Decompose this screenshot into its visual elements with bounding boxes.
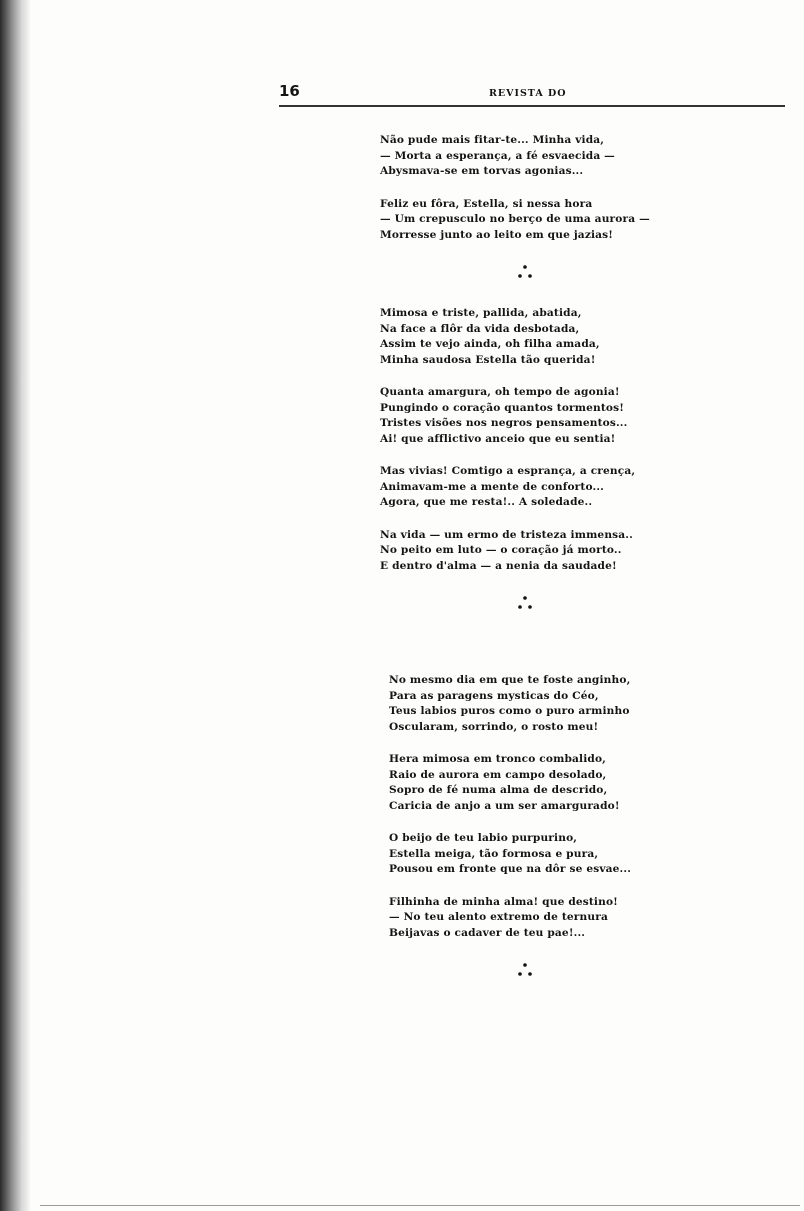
poem-part-1 [380, 133, 700, 637]
book-spine-shadow [0, 0, 30, 1211]
verse-line: Filhinha de minha alma! que destino! [389, 895, 618, 908]
running-header: REVISTA DO [489, 88, 567, 99]
verse-line: Caricia de anjo a um ser amargurado! [389, 799, 620, 812]
verse-line: Pousou em fronte que na dôr se esvae... [389, 863, 632, 875]
stanza [380, 197, 700, 244]
three-dot-ornament-icon [515, 595, 535, 611]
verse-line: Abysmava-se em torvas agonias... [380, 165, 584, 177]
poem-part-2 [389, 673, 709, 1004]
verse-line: Tristes visões nos negros pensamentos... [380, 417, 628, 429]
verse-line: E dentro d'alma — a nenia da saudade! [380, 559, 617, 572]
verse-line: Estella meiga, tão formosa e pura, [389, 847, 599, 860]
verse-line: Para as paragens mysticas do Céo, [389, 689, 599, 702]
verse-line: Mimosa e triste, pallida, abatida, [380, 307, 582, 319]
verse-line: — Morta a esperança, a fé esvaecida — [380, 149, 615, 162]
three-dot-ornament-icon [515, 264, 535, 280]
verse-line: Morresse junto ao leito em que jazias! [380, 228, 614, 241]
verse-line: Mas vivias! Comtigo a esprança, a crença, [380, 465, 636, 477]
stanza [380, 133, 700, 180]
page-number: 16 [279, 82, 300, 100]
ornament-separator [380, 591, 700, 625]
stanza [380, 528, 700, 575]
verse-line: O beijo de teu labio purpurino, [389, 832, 578, 844]
verse-line: Não pude mais fitar-te... Minha vida, [380, 134, 605, 146]
verse-line: Beijavas o cadaver de teu pae!... [389, 926, 586, 939]
stanza [389, 673, 709, 735]
ornament-separator [380, 260, 700, 294]
stanza [380, 385, 700, 447]
three-dot-ornament-icon [515, 962, 535, 978]
verse-line: No mesmo dia em que te foste anginho, [389, 674, 631, 686]
verse-line: Pungindo o coração quantos tormentos! [380, 401, 625, 414]
verse-line: Feliz eu fôra, Estella, si nessa hora [380, 197, 593, 210]
stanza [389, 752, 709, 814]
stanza [389, 895, 709, 942]
verse-line: Oscularam, sorrindo, o rosto meu! [389, 720, 599, 733]
verse-line: Ai! que afflictivo anceio que eu sentia! [380, 432, 616, 445]
verse-line: Sopro de fé numa alma de descrido, [389, 784, 608, 796]
verse-line: Teus labios puros como o puro arminho [389, 705, 630, 717]
verse-line: Na vida — um ermo de tristeza immensa.. [380, 528, 633, 541]
verse-line: Minha saudosa Estella tão querida! [380, 353, 596, 366]
stanza [380, 464, 700, 511]
header-rule [279, 105, 785, 107]
page-bottom-edge [40, 1205, 800, 1206]
verse-line: No peito em luto — o coração já morto.. [380, 544, 622, 556]
verse-line: Assim te vejo ainda, oh filha amada, [380, 338, 600, 350]
verse-line: Na face a flôr da vida desbotada, [380, 322, 580, 335]
verse-line: Quanta amargura, oh tempo de agonia! [380, 386, 620, 398]
verse-line: Hera mimosa em tronco combalido, [389, 753, 607, 765]
verse-line: — No teu alento extremo de ternura [389, 911, 608, 923]
stanza [380, 306, 700, 368]
stanza [389, 831, 709, 878]
verse-line: Raio de aurora em campo desolado, [389, 768, 607, 781]
verse-line: Agora, que me resta!.. A soledade.. [380, 496, 593, 508]
ornament-separator [389, 958, 709, 992]
verse-line: — Um crepusculo no berço de uma aurora — [380, 213, 650, 225]
verse-line: Animavam-me a mente de conforto... [380, 480, 605, 493]
